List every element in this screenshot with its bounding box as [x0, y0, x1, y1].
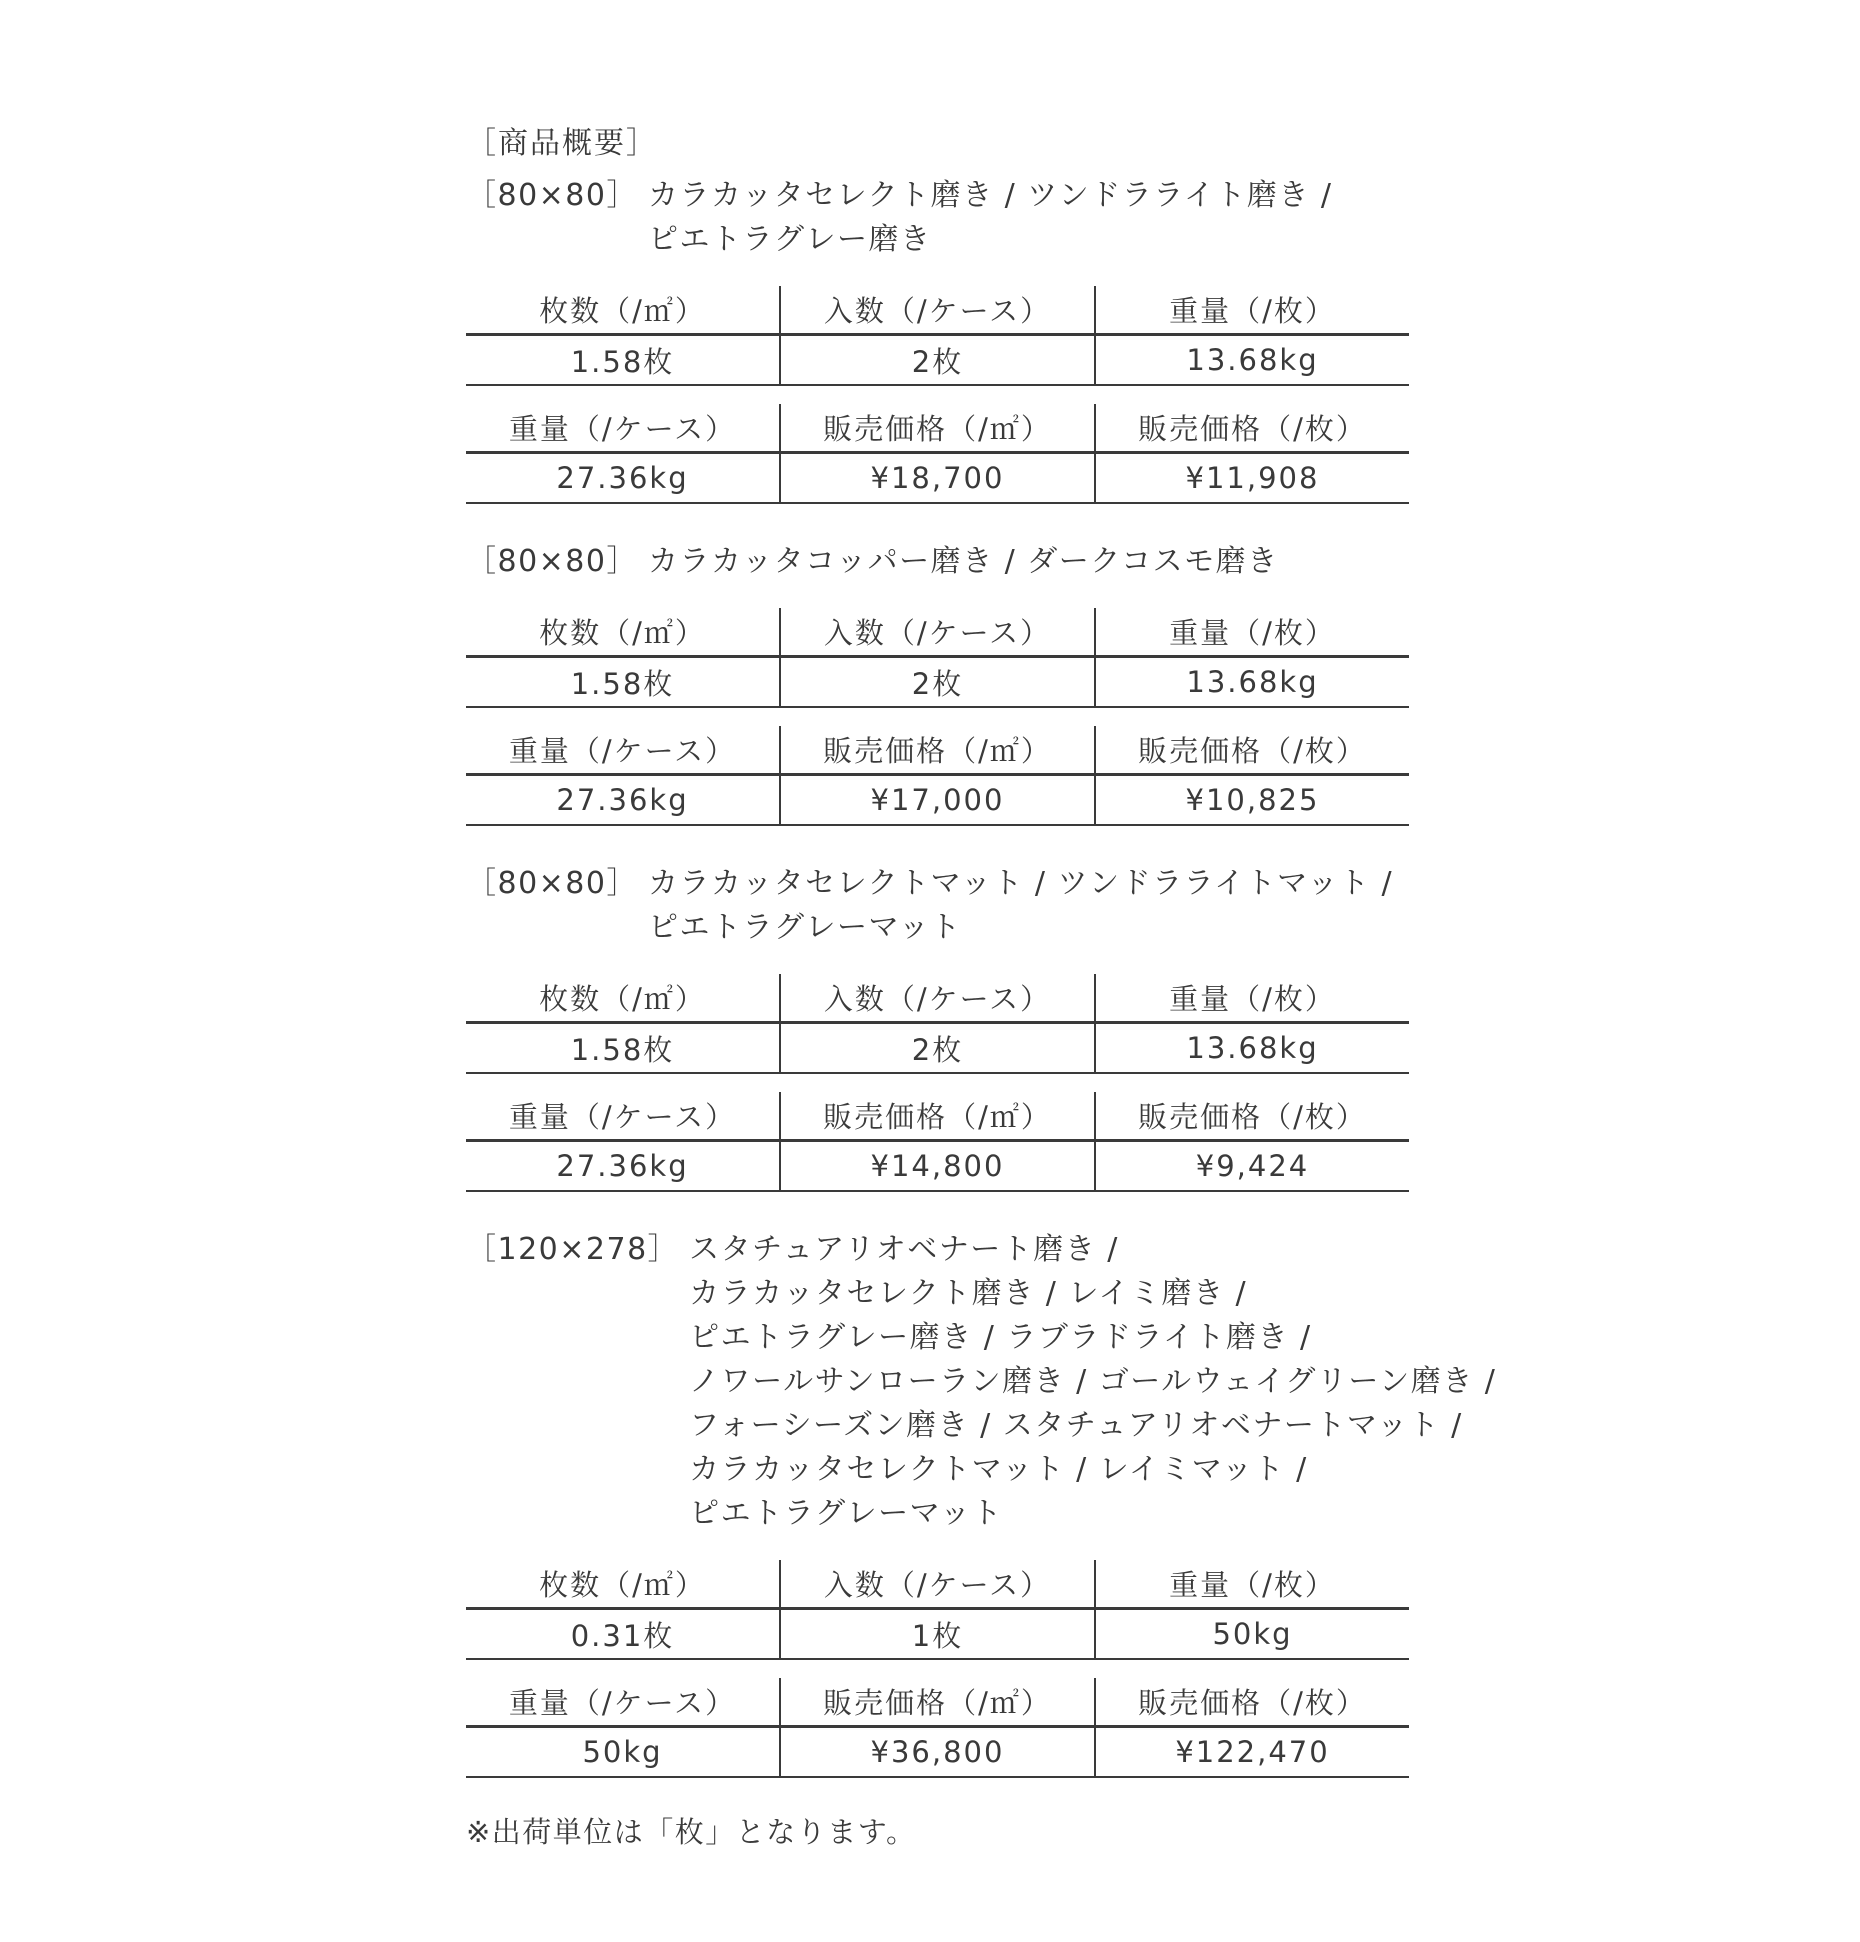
spec-header-cell: 枚数（/㎡）: [466, 608, 780, 657]
spec-table: [466, 608, 1409, 708]
spec-header-cell: 重量（/ケース）: [466, 1678, 780, 1727]
product-section: [466, 174, 1406, 504]
spec-header-cell: 販売価格（/㎡）: [780, 726, 1095, 775]
spec-value-cell: ¥36,800: [780, 1727, 1095, 1778]
spec-header-row: [466, 1092, 1409, 1141]
spec-value-cell: 0.31枚: [466, 1609, 780, 1660]
spec-table: [466, 1560, 1409, 1660]
spec-header-cell: 枚数（/㎡）: [466, 286, 780, 335]
spec-value-cell: 1.58枚: [466, 1023, 780, 1074]
product-section: [466, 1228, 1497, 1778]
product-name-line: ピエトラグレー磨き: [647, 222, 932, 257]
spec-header-cell: 販売価格（/枚）: [1095, 1678, 1409, 1727]
product-name-line: カラカッタセレクト磨き / ツンドラライト磨き /: [647, 178, 1333, 213]
spec-header-cell: 販売価格（/枚）: [1095, 1092, 1409, 1141]
overview-title: ［商品概要］: [466, 126, 658, 161]
product-heading: [466, 540, 1406, 584]
spec-value-cell: 27.36kg: [466, 453, 780, 504]
spec-value-cell: 50kg: [466, 1727, 780, 1778]
spec-header-cell: 重量（/枚）: [1095, 608, 1409, 657]
product-overview: [466, 118, 1497, 1851]
spec-value-row: [466, 775, 1409, 826]
spec-table: [466, 1092, 1409, 1192]
spec-header-row: [466, 974, 1409, 1023]
product-size: ［80×80］: [466, 178, 638, 213]
product-name-line: カラカッタセレクトマット / レイミマット /: [689, 1452, 1308, 1487]
spec-header-row: [466, 608, 1409, 657]
spec-value-row: [466, 1141, 1409, 1192]
spec-value-cell: 50kg: [1095, 1609, 1409, 1660]
product-name-line: カラカッタコッパー磨き / ダークコスモ磨き: [647, 544, 1279, 579]
spec-header-row: [466, 404, 1409, 453]
spec-header-cell: 重量（/ケース）: [466, 726, 780, 775]
spec-header-cell: 重量（/ケース）: [466, 404, 780, 453]
product-names: [648, 862, 1393, 950]
spec-header-row: [466, 1678, 1409, 1727]
spec-header-row: [466, 726, 1409, 775]
spec-table: [466, 726, 1409, 826]
spec-value-cell: 2枚: [780, 657, 1095, 708]
product-heading: [466, 1228, 1497, 1536]
spec-value-row: [466, 1727, 1409, 1778]
spec-table: [466, 286, 1409, 386]
spec-value-cell: ¥9,424: [1095, 1141, 1409, 1192]
spec-value-cell: ¥18,700: [780, 453, 1095, 504]
product-names: [648, 174, 1333, 262]
spec-value-row: [466, 1609, 1409, 1660]
spec-header-cell: 重量（/ケース）: [466, 1092, 780, 1141]
product-name-line: ピエトラグレーマット: [689, 1496, 1003, 1531]
spec-value-cell: 27.36kg: [466, 775, 780, 826]
spec-header-cell: 入数（/ケース）: [780, 608, 1095, 657]
spec-value-cell: ¥14,800: [780, 1141, 1095, 1192]
product-name-line: スタチュアリオベナート磨き /: [689, 1232, 1119, 1267]
spec-header-cell: 重量（/枚）: [1095, 1560, 1409, 1609]
spec-value-cell: ¥10,825: [1095, 775, 1409, 826]
spec-header-cell: 重量（/枚）: [1095, 286, 1409, 335]
spec-value-row: [466, 1023, 1409, 1074]
product-list: [466, 174, 1497, 1778]
product-name-line: ノワールサンローラン磨き / ゴールウェイグリーン磨き /: [689, 1364, 1497, 1399]
spec-header-cell: 枚数（/㎡）: [466, 1560, 780, 1609]
spec-value-cell: ¥11,908: [1095, 453, 1409, 504]
spec-header-cell: 販売価格（/㎡）: [780, 1092, 1095, 1141]
product-names: [689, 1228, 1496, 1536]
spec-table: [466, 404, 1409, 504]
spec-value-row: [466, 335, 1409, 386]
product-name-line: カラカッタセレクト磨き / レイミ磨き /: [689, 1276, 1248, 1311]
spec-value-row: [466, 453, 1409, 504]
product-names: [648, 540, 1279, 584]
spec-value-cell: ¥17,000: [780, 775, 1095, 826]
spec-value-row: [466, 657, 1409, 708]
product-name-line: ピエトラグレーマット: [647, 910, 962, 945]
spec-value-cell: 1枚: [780, 1609, 1095, 1660]
spec-value-cell: 2枚: [780, 1023, 1095, 1074]
spec-header-cell: 入数（/ケース）: [780, 1560, 1095, 1609]
spec-header-cell: 販売価格（/㎡）: [780, 1678, 1095, 1727]
spec-header-row: [466, 286, 1409, 335]
spec-value-cell: 1.58枚: [466, 657, 780, 708]
product-section: [466, 540, 1406, 826]
product-name-line: カラカッタセレクトマット / ツンドラライトマット /: [647, 866, 1394, 901]
spec-header-cell: 販売価格（/枚）: [1095, 404, 1409, 453]
spec-table: [466, 974, 1409, 1074]
spec-header-cell: 入数（/ケース）: [780, 974, 1095, 1023]
spec-header-row: [466, 1560, 1409, 1609]
spec-header-cell: 枚数（/㎡）: [466, 974, 780, 1023]
spec-value-cell: ¥122,470: [1095, 1727, 1409, 1778]
spec-value-cell: 2枚: [780, 335, 1095, 386]
spec-header-cell: 入数（/ケース）: [780, 286, 1095, 335]
product-section: [466, 862, 1406, 1192]
spec-value-cell: 27.36kg: [466, 1141, 780, 1192]
product-heading: [466, 862, 1406, 950]
product-size: ［80×80］: [466, 544, 638, 579]
spec-value-cell: 13.68kg: [1095, 1023, 1409, 1074]
shipping-unit-note: ※出荷単位は「枚」となります。: [466, 1815, 917, 1849]
product-size: ［80×80］: [466, 866, 638, 901]
spec-value-cell: 13.68kg: [1095, 335, 1409, 386]
spec-header-cell: 重量（/枚）: [1095, 974, 1409, 1023]
spec-value-cell: 1.58枚: [466, 335, 780, 386]
spec-table: [466, 1678, 1409, 1778]
product-size: ［120×278］: [466, 1232, 680, 1267]
product-name-line: フォーシーズン磨き / スタチュアリオベナートマット /: [689, 1408, 1463, 1443]
product-name-line: ピエトラグレー磨き / ラブラドライト磨き /: [689, 1320, 1312, 1355]
spec-value-cell: 13.68kg: [1095, 657, 1409, 708]
spec-header-cell: 販売価格（/枚）: [1095, 726, 1409, 775]
spec-header-cell: 販売価格（/㎡）: [780, 404, 1095, 453]
product-heading: [466, 174, 1406, 262]
